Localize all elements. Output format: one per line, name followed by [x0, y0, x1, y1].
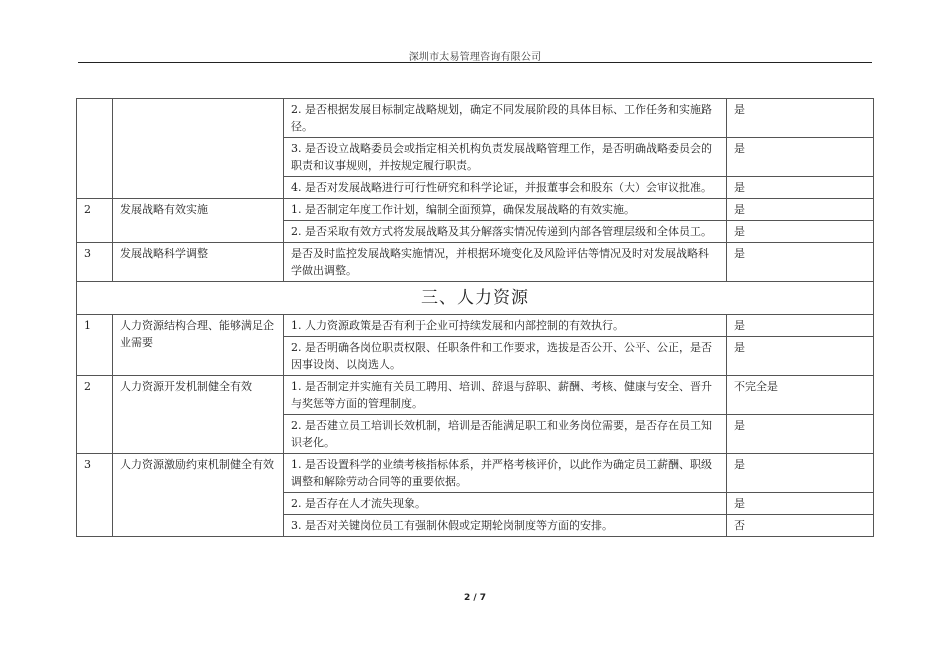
table-cell-answer: 是 [727, 99, 874, 138]
table-row [77, 199, 874, 221]
page-header-company: 深圳市太易管理咨询有限公司 [408, 52, 542, 63]
table-cell-answer: 是 [727, 315, 874, 337]
table-cell-answer: 是 [727, 337, 874, 376]
table-row [77, 376, 874, 415]
table-cell-item: 是否及时监控发展战略实施情况，并根据环境变化及风险评估等情况及时对发展战略科学做出调整。 [284, 243, 727, 282]
table-cell-answer: 是 [727, 199, 874, 221]
table-cell-answer: 是 [727, 138, 874, 177]
table-cell-answer: 是 [727, 454, 874, 493]
table-cell-item: 2. 是否建立员工培训长效机制，培训是否能满足职工和业务岗位需要，是否存在员工知识老化。 [284, 415, 727, 454]
table-cell-num: 3 [77, 243, 113, 282]
table-cell-item: 2. 是否根据发展目标制定战略规划，确定不同发展阶段的具体目标、工作任务和实施路径。 [284, 99, 727, 138]
table-cell-answer: 是 [727, 415, 874, 454]
control-evaluation-table [76, 98, 874, 537]
section-header-row [77, 282, 874, 315]
table-row [77, 315, 874, 337]
table-cell-answer: 是 [727, 493, 874, 515]
table-cell-item: 4. 是否对发展战略进行可行性研究和科学论证，并报董事会和股东（大）会审议批准。 [284, 177, 727, 199]
table-cell-item: 1. 人力资源政策是否有利于企业可持续发展和内部控制的有效执行。 [284, 315, 727, 337]
table-cell-num: 3 [77, 454, 113, 537]
table-cell-item: 1. 是否制定并实施有关员工聘用、培训、辞退与辞职、薪酬、考核、健康与安全、晋升与奖惩等方面的管理制度。 [284, 376, 727, 415]
table-row [77, 99, 874, 138]
table-cell-item: 1. 是否制定年度工作计划，编制全面预算，确保发展战略的有效实施。 [284, 199, 727, 221]
table-cell-item: 3. 是否设立战略委员会或指定相关机构负责发展战略管理工作，是否明确战略委员会的职责和议事规则，并按规定履行职责。 [284, 138, 727, 177]
header-divider [78, 62, 872, 63]
table-cell-num: 2 [77, 376, 113, 454]
table-cell-num [77, 99, 113, 199]
table-cell-title: 发展战略有效实施 [113, 199, 284, 243]
table-cell-item: 2. 是否存在人才流失现象。 [284, 493, 727, 515]
table-row [77, 243, 874, 282]
table-cell-answer: 不完全是 [727, 376, 874, 415]
page-number: 2 / 7 [463, 593, 487, 603]
table-cell-answer: 否 [727, 515, 874, 537]
section-title: 三、人力资源 [77, 282, 874, 315]
table-cell-answer: 是 [727, 221, 874, 243]
table-cell-title: 人力资源激励约束机制健全有效 [113, 454, 284, 537]
table-cell-title [113, 99, 284, 199]
table-cell-item: 2. 是否明确各岗位职责权限、任职条件和工作要求，选拔是否公开、公平、公正，是否因事设岗、以岗选人。 [284, 337, 727, 376]
table-cell-answer: 是 [727, 243, 874, 282]
table-cell-title: 人力资源开发机制健全有效 [113, 376, 284, 454]
table-cell-item: 3. 是否对关键岗位员工有强制休假或定期轮岗制度等方面的安排。 [284, 515, 727, 537]
table-cell-title: 人力资源结构合理、能够满足企业需要 [113, 315, 284, 376]
table-cell-num: 2 [77, 199, 113, 243]
table-cell-item: 1. 是否设置科学的业绩考核指标体系，并严格考核评价，以此作为确定员工薪酬、职级调整和解除劳动合同等的重要依据。 [284, 454, 727, 493]
table-cell-item: 2. 是否采取有效方式将发展战略及其分解落实情况传递到内部各管理层级和全体员工。 [284, 221, 727, 243]
table-cell-title: 发展战略科学调整 [113, 243, 284, 282]
table-row [77, 454, 874, 493]
table-cell-answer: 是 [727, 177, 874, 199]
table-cell-num: 1 [77, 315, 113, 376]
